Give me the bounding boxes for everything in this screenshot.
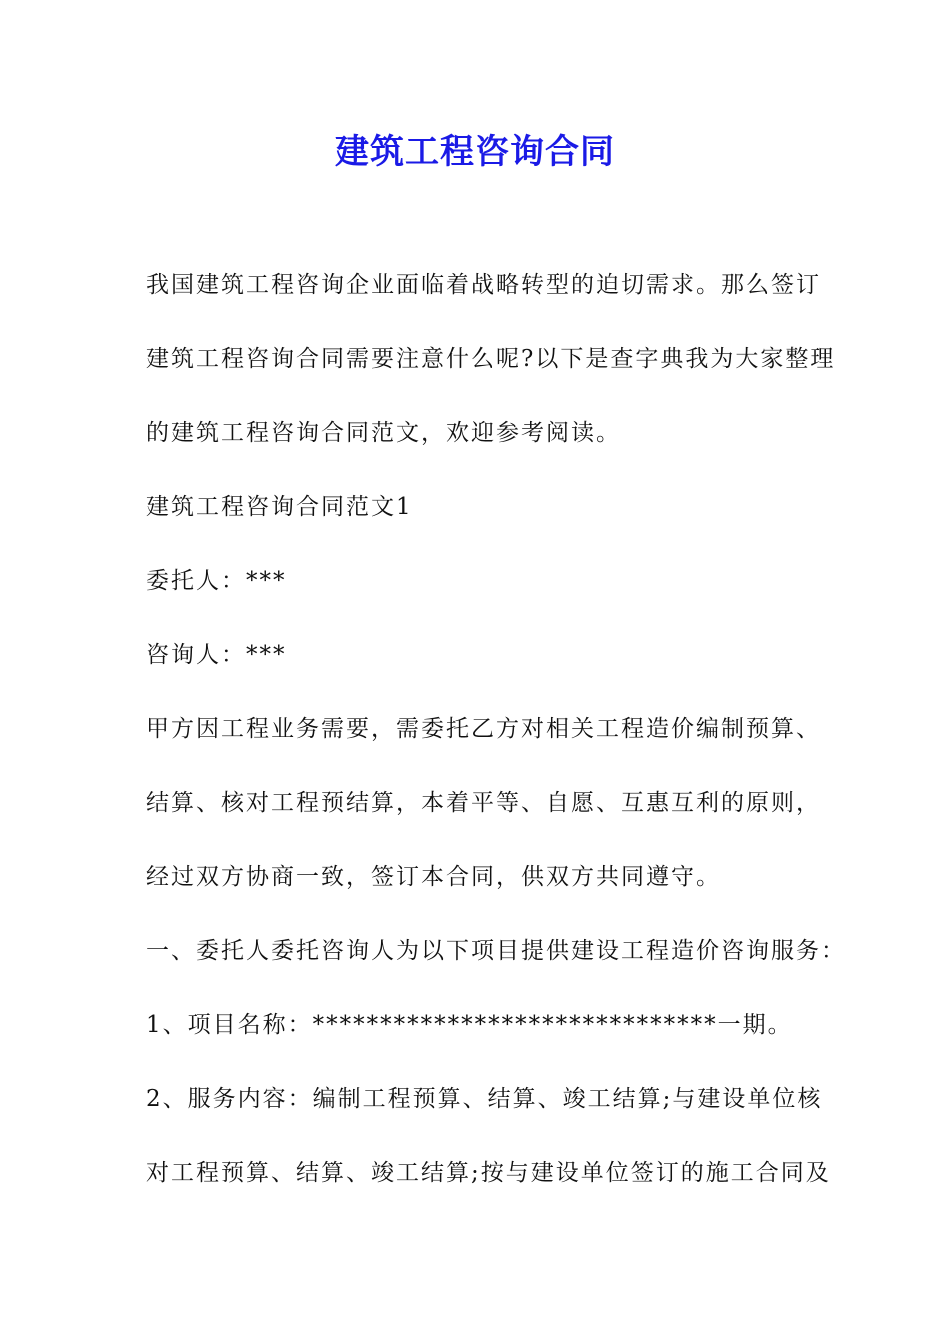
paragraph-line: 建筑工程咨询合同需要注意什么呢?以下是查字典我为大家整理 [146, 346, 836, 372]
paragraph-line: 一、委托人委托咨询人为以下项目提供建设工程造价咨询服务： [146, 938, 846, 964]
document-title: 建筑工程咨询合同 [335, 132, 615, 172]
section-heading: 建筑工程咨询合同范文1 [146, 494, 413, 520]
paragraph-line: 结算、核对工程预结算，本着平等、自愿、互惠互利的原则， [146, 790, 821, 816]
paragraph-line: 甲方因工程业务需要，需委托乙方对相关工程造价编制预算、 [146, 716, 821, 742]
paragraph-line: 1、项目名称：******************************一期。 [146, 1012, 793, 1038]
paragraph-line: 咨询人：*** [146, 642, 287, 668]
paragraph-line: 经过双方协商一致，签订本合同，供双方共同遵守。 [146, 864, 721, 890]
paragraph-line: 我国建筑工程咨询企业面临着战略转型的迫切需求。那么签订 [146, 272, 821, 298]
paragraph-line: 的建筑工程咨询合同范文，欢迎参考阅读。 [146, 420, 621, 446]
paragraph-line: 委托人：*** [146, 568, 287, 594]
paragraph-line: 对工程预算、结算、竣工结算;按与建设单位签订的施工合同及 [146, 1160, 831, 1186]
paragraph-line: 2、服务内容：编制工程预算、结算、竣工结算;与建设单位核 [146, 1086, 823, 1112]
